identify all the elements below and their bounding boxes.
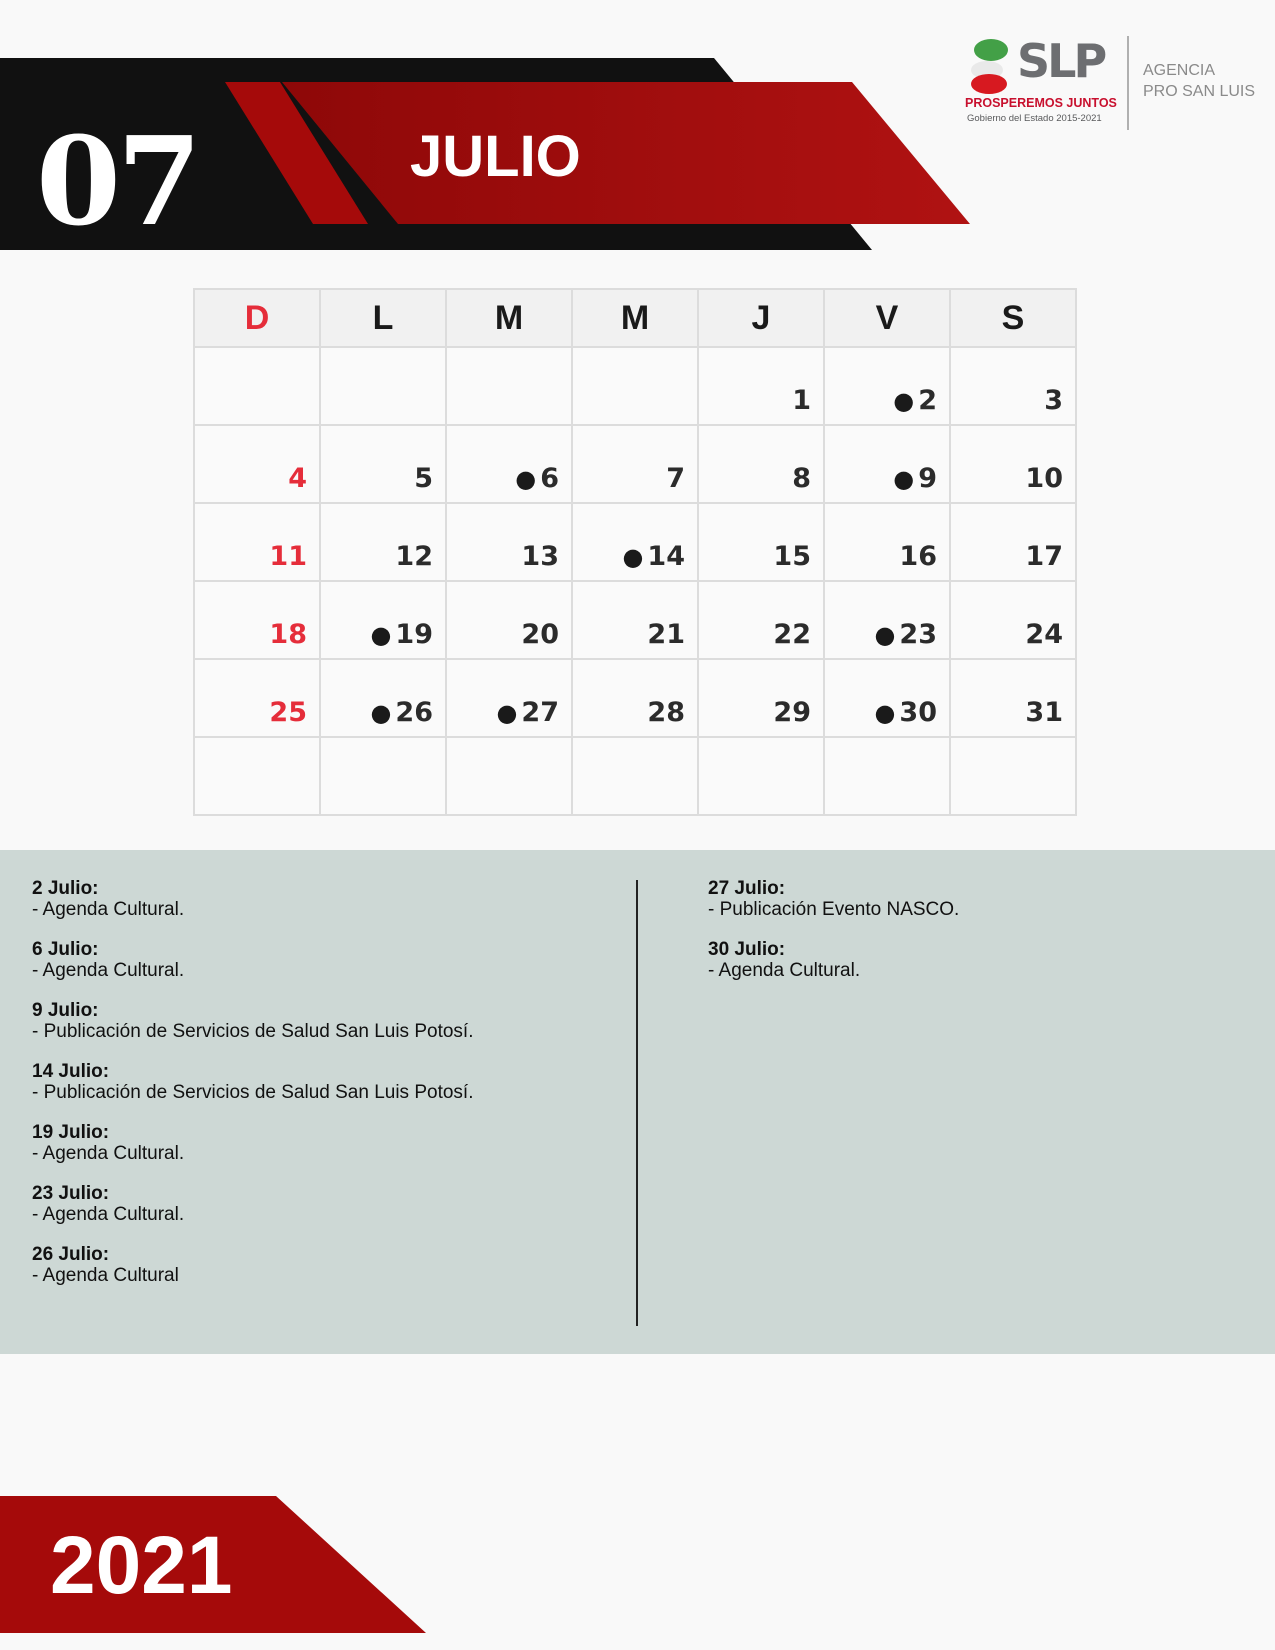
day-number: 19 (395, 619, 433, 650)
day-number: 22 (773, 619, 811, 650)
calendar-day-cell (446, 659, 572, 737)
event-date: 27 Julio: (708, 878, 786, 899)
event-date: 6 Julio: (32, 939, 99, 960)
weekday-tuesday: M (446, 289, 572, 347)
calendar-day-cell (698, 737, 824, 815)
event-note (32, 1122, 473, 1164)
day-number: 23 (899, 619, 937, 650)
calendar-day-cell (698, 347, 824, 425)
calendar-day-cell (194, 581, 320, 659)
day-number: 4 (288, 463, 307, 494)
calendar-week-row (194, 503, 1076, 581)
event-dot-icon: ● (893, 465, 915, 493)
calendar-week-row (194, 425, 1076, 503)
day-number: 27 (521, 697, 559, 728)
calendar-day-cell (194, 737, 320, 815)
day-number: 13 (521, 541, 559, 572)
calendar-day-cell (824, 425, 950, 503)
day-number: 8 (792, 463, 811, 494)
day-number: 26 (395, 697, 433, 728)
weekday-friday: V (824, 289, 950, 347)
calendar-day-cell (194, 347, 320, 425)
calendar-week-row (194, 659, 1076, 737)
calendar-day-cell (446, 503, 572, 581)
calendar-day-cell (572, 347, 698, 425)
calendar-day-cell (446, 425, 572, 503)
agency-line-1: AGENCIA (1143, 62, 1216, 79)
day-number: 7 (666, 463, 685, 494)
event-description: - Agenda Cultural. (32, 960, 185, 981)
calendar-day-cell (950, 737, 1076, 815)
weekday-wednesday: M (572, 289, 698, 347)
event-date: 26 Julio: (32, 1244, 110, 1265)
event-note (32, 939, 473, 981)
agency-name (1143, 60, 1255, 102)
event-description: - Agenda Cultural. (708, 960, 861, 981)
day-number: 14 (647, 541, 685, 572)
events-column-left (32, 878, 473, 1305)
event-note (708, 878, 959, 920)
calendar-day-cell (950, 347, 1076, 425)
calendar-day-cell (320, 581, 446, 659)
calendar-week-row (194, 581, 1076, 659)
weekday-monday: L (320, 289, 446, 347)
event-dot-icon: ● (874, 621, 896, 649)
weekday-header-row (194, 289, 1076, 347)
events-panel (0, 850, 1275, 1354)
event-date: 9 Julio: (32, 1000, 99, 1021)
day-number: 6 (540, 463, 559, 494)
logo-divider (1127, 36, 1129, 130)
government-logo (965, 36, 1265, 132)
calendar-day-cell (698, 425, 824, 503)
weekday-saturday: S (950, 289, 1076, 347)
slp-emblem-icon (965, 36, 1025, 98)
calendar-day-cell (320, 503, 446, 581)
event-description: - Publicación de Servicios de Salud San Luis Potosí. (32, 1082, 474, 1103)
logo-government: Gobierno del Estado 2015-2021 (967, 113, 1102, 124)
day-number: 2 (918, 385, 937, 416)
calendar-day-cell (320, 659, 446, 737)
day-number: 15 (773, 541, 811, 572)
logo-tagline: PROSPEREMOS JUNTOS (965, 96, 1117, 110)
day-number: 9 (918, 463, 937, 494)
day-number: 17 (1025, 541, 1063, 572)
event-dot-icon: ● (622, 543, 644, 571)
event-description: - Agenda Cultural. (32, 899, 185, 920)
calendar-day-cell (572, 659, 698, 737)
calendar-day-cell (824, 347, 950, 425)
calendar-day-cell (824, 503, 950, 581)
event-date: 2 Julio: (32, 878, 99, 899)
month-name: JULIO (410, 124, 581, 189)
calendar-day-cell (446, 347, 572, 425)
day-number: 29 (773, 697, 811, 728)
calendar-day-cell (698, 581, 824, 659)
calendar-day-cell (194, 659, 320, 737)
day-number: 30 (899, 697, 937, 728)
event-date: 23 Julio: (32, 1183, 110, 1204)
event-description: - Agenda Cultural. (32, 1204, 185, 1225)
calendar-grid (193, 288, 1077, 816)
event-note (32, 1061, 473, 1103)
day-number: 1 (792, 385, 811, 416)
weekday-thursday: J (698, 289, 824, 347)
calendar-day-cell (572, 503, 698, 581)
event-dot-icon: ● (874, 699, 896, 727)
event-dot-icon: ● (370, 699, 392, 727)
calendar-day-cell (698, 503, 824, 581)
event-note (32, 878, 473, 920)
month-number: 07 (36, 109, 198, 253)
header-red-band (282, 82, 970, 224)
calendar-day-cell (320, 347, 446, 425)
calendar-day-cell (824, 659, 950, 737)
calendar-day-cell (572, 737, 698, 815)
day-number: 5 (414, 463, 433, 494)
event-date: 30 Julio: (708, 939, 786, 960)
year-label: 2021 (50, 1520, 233, 1611)
calendar-week-row (194, 347, 1076, 425)
event-description: - Publicación de Servicios de Salud San Luis Potosí. (32, 1021, 474, 1042)
day-number: 3 (1044, 385, 1063, 416)
event-description: - Agenda Cultural (32, 1265, 179, 1286)
event-description: - Agenda Cultural. (32, 1143, 185, 1164)
calendar-day-cell (950, 503, 1076, 581)
calendar-day-cell (950, 581, 1076, 659)
event-date: 14 Julio: (32, 1061, 110, 1082)
event-description: - Publicación Evento NASCO. (708, 899, 960, 920)
day-number: 25 (269, 697, 307, 728)
day-number: 20 (521, 619, 559, 650)
day-number: 18 (269, 619, 307, 650)
calendar-day-cell (194, 425, 320, 503)
event-note (32, 1244, 473, 1286)
day-number: 11 (269, 541, 307, 572)
events-column-right (708, 878, 959, 1000)
calendar-day-cell (950, 659, 1076, 737)
day-number: 28 (647, 697, 685, 728)
calendar-day-cell (572, 425, 698, 503)
calendar-day-cell (446, 581, 572, 659)
calendar-day-cell (446, 737, 572, 815)
events-divider (636, 880, 638, 1326)
calendar-day-cell (950, 425, 1076, 503)
day-number: 31 (1025, 697, 1063, 728)
calendar-day-cell (824, 737, 950, 815)
event-dot-icon: ● (496, 699, 518, 727)
event-date: 19 Julio: (32, 1122, 110, 1143)
calendar-day-cell (320, 737, 446, 815)
day-number: 10 (1025, 463, 1063, 494)
calendar-day-cell (698, 659, 824, 737)
day-number: 16 (899, 541, 937, 572)
calendar-day-cell (572, 581, 698, 659)
event-note (708, 939, 959, 981)
calendar-week-row (194, 737, 1076, 815)
calendar-day-cell (194, 503, 320, 581)
calendar-day-cell (824, 581, 950, 659)
agency-line-2: PRO SAN LUIS (1143, 83, 1256, 100)
event-dot-icon: ● (370, 621, 392, 649)
day-number: 12 (395, 541, 433, 572)
day-number: 21 (647, 619, 685, 650)
event-dot-icon: ● (893, 387, 915, 415)
event-note (32, 1183, 473, 1225)
day-number: 24 (1025, 619, 1063, 650)
event-note (32, 1000, 473, 1042)
logo-brand: SLP (1017, 34, 1105, 88)
weekday-sunday: D (194, 289, 320, 347)
event-dot-icon: ● (515, 465, 537, 493)
calendar-day-cell (320, 425, 446, 503)
